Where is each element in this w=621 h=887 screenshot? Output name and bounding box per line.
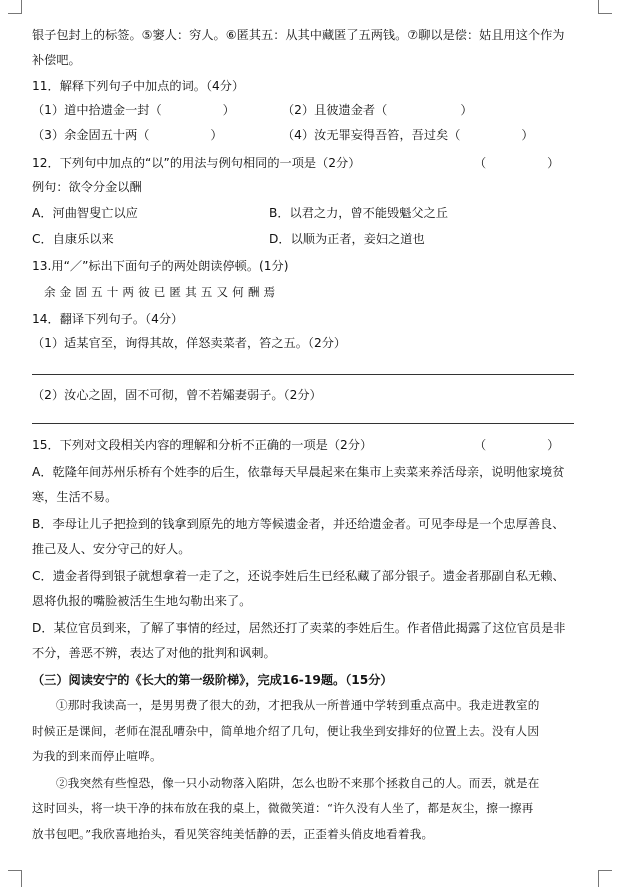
passage-paragraph-1-line-1: ①那时我读高一，是男男费了很大的劲，才把我从一所普通中学转到重点高中。我走进教室的 (56, 698, 540, 712)
crop-mark-bottom-right-v (598, 870, 599, 887)
question-11-item-3: （3）余金固五十两（ ） (32, 128, 223, 142)
crop-mark-bottom-right-h (598, 870, 612, 871)
question-11-item-2: （2）且彼遗金者（ ） (282, 103, 473, 117)
footnote-line-2: 补偿吧。 (32, 53, 81, 67)
question-15-option-d-line-1: D．某位官员到来，了解了事情的经过，居然还打了卖菜的李姓后生。作者借此揭露了这位官员是非 (32, 621, 566, 635)
question-12-option-d: D．以顺为正者，妾妇之道也 (269, 232, 425, 246)
passage-paragraph-2-line-1: ②我突然有些惶恐，像一只小动物落入陷阱，怎么也盼不来那个拯救自己的人。而丟，就是在 (56, 776, 540, 790)
passage-paragraph-1-line-3: 为我的到来而停止喧哗。 (32, 749, 162, 763)
crop-mark-top-right-h (598, 13, 612, 14)
question-15-title: 15．下列对文段相关内容的理解和分析不正确的一项是（2分） (32, 438, 373, 452)
question-14-item-1: （1）适某官至，询得其故，佯怒卖菜者，笞之五。（2分） (32, 336, 347, 350)
question-15-option-b-line-1: B．李母让儿子把捡到的钱拿到原先的地方等候遗金者，并还给遗金者。可见李母是一个忠厚善良、 (32, 517, 565, 531)
question-14-title: 14．翻译下列句子。（4分） (32, 312, 184, 326)
passage-paragraph-1-line-2: 时候正是课间，老师在混乱嘈杂中，简单地介绍了几句，便让我坐到安排好的位置上去。没有人因 (32, 724, 540, 738)
crop-mark-top-right-v (598, 0, 599, 13)
question-15-option-b-line-2: 推己及人、安分守己的好人。 (32, 542, 191, 556)
crop-mark-bottom-left-v (21, 870, 22, 887)
crop-mark-bottom-left-h (8, 870, 22, 871)
crop-mark-top-left-h (8, 13, 22, 14)
crop-mark-top-left-v (21, 0, 22, 13)
section-3-heading: （三）阅读安宁的《长大的第一级阶梯》，完成16-19题。（15分） (32, 673, 393, 687)
footnote-line-1: 银子包封上的标签。⑤窭人：穷人。⑥匿其五：从其中藏匿了五两钱。⑦聊以是偿：姑且用这个作为 (32, 28, 565, 42)
question-15-option-a-line-1: A．乾隆年间苏州乐桥有个姓李的后生，依靠每天早晨起来在集市上卖菜来养活母亲，说明他家境贫 (32, 465, 565, 479)
question-12-option-a: A．河曲智叟亡以应 (32, 206, 138, 220)
question-11-item-4: （4）汝无罪妄得吾笞，吾过矣（ ） (282, 128, 534, 142)
question-15-option-d-line-2: 不分，善恶不辨，表达了对他的批判和讽刺。 (32, 646, 276, 660)
question-12-option-c: C．自康乐以来 (32, 232, 114, 246)
question-11-item-1: （1）道中拾遗金一封（ ） (32, 103, 235, 117)
passage-paragraph-2-line-3: 放书包吧。”我欣喜地抬头，看见笑容纯美恬静的丟，正歪着头俏皮地看着我。 (32, 827, 434, 841)
question-12-option-b: B．以君之力，曾不能毁魁父之丘 (269, 206, 448, 220)
question-15-option-c-line-2: 恩将仇报的嘴脸被活生生地勾勒出来了。 (32, 594, 252, 608)
question-12-example: 例句：欲令分金以酬 (32, 180, 142, 194)
question-12-title: 12．下列句中加点的“以”的用法与例句相同的一项是（2分） (32, 156, 361, 170)
question-13-title: 13.用“／”标出下面句子的两处朗读停顿。(1分) (32, 259, 289, 273)
question-15-answer-blank: （ ） (474, 438, 560, 452)
question-12-answer-blank: （ ） (474, 156, 560, 170)
question-15-option-a-line-2: 寒，生活不易。 (32, 490, 118, 504)
answer-line-2 (32, 423, 574, 424)
question-14-item-2: （2）汝心之固，固不可彻，曾不若孀妻弱子。（2分） (32, 388, 322, 402)
question-13-sentence: 余 金 固 五 十 两 彼 已 匿 其 五 又 何 酬 焉 (44, 285, 276, 299)
passage-paragraph-2-line-2: 这时回头，将一块干净的抹布放在我的桌上，微微笑道：“许久没有人坐了，都是灰尘，擦一擦再 (32, 801, 534, 815)
question-15-option-c-line-1: C．遗金者得到银子就想拿着一走了之，还说李姓后生已经私藏了部分银子。遗金者那副自私无赖、 (32, 569, 565, 583)
question-11-title: 11．解释下列句子中加点的词。（4分） (32, 79, 245, 93)
answer-line-1 (32, 374, 574, 375)
